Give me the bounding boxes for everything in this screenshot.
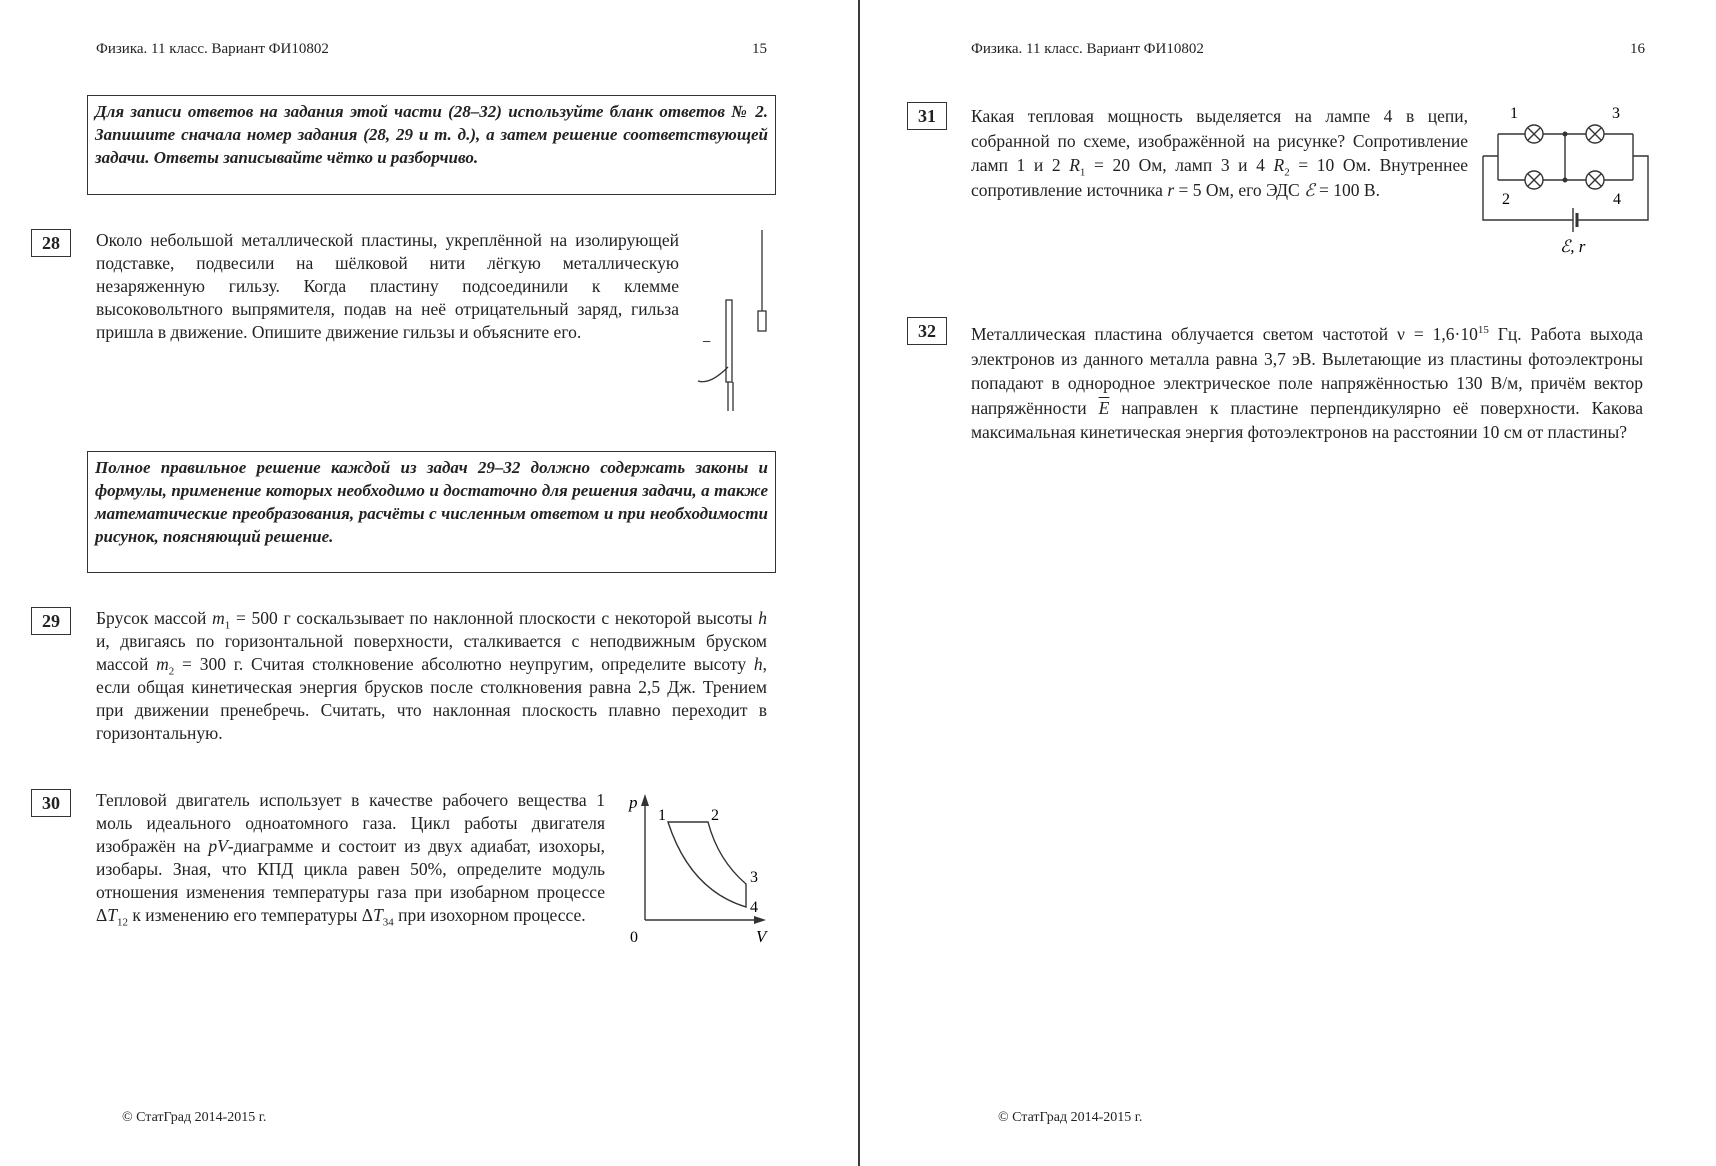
page-number: 16 bbox=[1630, 41, 1645, 57]
task-number-29: 29 bbox=[31, 607, 71, 635]
wire bbox=[698, 367, 728, 382]
instruction-box: Для записи ответов на задания этой части (28–32) используйте бланк ответов № 2. Запишите сначала номер задания (28, 29 и т. д.), а затем решение соответствующей задачи. Ответы записывайте чётко и разборчиво. bbox=[87, 95, 776, 195]
task-number-30: 30 bbox=[31, 789, 71, 817]
task-number-32: 32 bbox=[907, 317, 947, 345]
point-1-label: 1 bbox=[658, 807, 666, 824]
task-number-28: 28 bbox=[31, 229, 71, 257]
task-28-figure bbox=[690, 225, 775, 415]
origin-label: 0 bbox=[630, 929, 638, 946]
task-28-text: Около небольшой металлической пластины, укреплённой на изолирующей подставке, подвесили на шёлковой нити лёгкую металлическую незаряженную гильзу. Когда пластину подсоединили к клемме высоковольтного выпрямителя, подав на неё отрицательный заряд, гильза пришла в движение. Опишите движение гильзы и объясните его. bbox=[96, 230, 679, 342]
lamp-2-label: 2 bbox=[1502, 191, 1510, 208]
node-top bbox=[1563, 132, 1568, 137]
minus-sign: − bbox=[702, 334, 712, 351]
task-30-text: Тепловой двигатель использует в качестве рабочего вещества 1 моль идеального одноатомного газа. Цикл работы двигателя изображён на pV-диаграмме и состоит из двух адиабат, изохоры, изобары. Зная, что КПД цикла равен 50%, определите модуль отношения изменения температуры газа при изобарном процессе $\Delta T_{12}$ к изменению его температуры $\Delta T_{34}$ при изохорном процессе. bbox=[96, 790, 605, 929]
metal-plate bbox=[726, 300, 732, 382]
task-number-31: 31 bbox=[907, 102, 947, 130]
page-number: 15 bbox=[752, 41, 767, 57]
task-32-text: Металлическая пластина облучается светом частотой $\nu = 1,6\cdot 10^{15}$ Гц. Работа выхода электронов из данного металла равна 3,7 эВ. Вылетающие из пластины фотоэлектроны попадают в однородное электрическое поле напряжённостью 130 В/м, причём вектор напряжённости $\overline{E}$ направлен к пластине перпендикулярно её поверхности. Какова максимальная кинетическая энергия фотоэлектронов на расстоянии 10 см от пластины? bbox=[971, 324, 1644, 442]
insulating-stand bbox=[728, 382, 733, 411]
solution-requirements-box: Полное правильное решение каждой из задач 29–32 должно содержать законы и формулы, применение которых необходимо и достаточно для решения задачи, а также математические преобразования, расчёты с численным ответом и при необходимости рисунок, поясняющий решение. bbox=[87, 451, 776, 573]
source-label: ℰ, r bbox=[1560, 237, 1586, 256]
point-4-label: 4 bbox=[750, 899, 758, 916]
point-2-label: 2 bbox=[711, 807, 719, 824]
footer: © СтатГрад 2014-2015 г. bbox=[122, 1110, 267, 1125]
page-header: Физика. 11 класс. Вариант ФИ10802 bbox=[96, 41, 329, 57]
p-axis-arrow bbox=[641, 794, 649, 806]
footer: © СтатГрад 2014-2015 г. bbox=[998, 1110, 1143, 1125]
pv-diagram bbox=[620, 790, 770, 950]
node-bottom bbox=[1563, 178, 1568, 183]
task-29-text: Брусок массой $m_1 = 500$ г соскальзывает по наклонной плоскости с некоторой высоты h и, двигаясь по горизонтальной поверхности, сталкивается с неподвижным бруском массой $m_2 = 300$ г. Считая столкновение абсолютно неупругим, определите высоту h, если общая кинетическая энергия брусков после столкновения равна 2,5 Дж. Трением при движении пренебречь. Считать, что наклонная плоскость плавно переходит в горизонтальную. bbox=[96, 608, 767, 743]
task-31-text: Какая тепловая мощность выделяется на лампе 4 в цепи, собранной по схеме, изображённой на рисунке? Сопротивление ламп 1 и 2 $R_1 = 20$ Ом, ламп 3 и 4 $R_2 = 10$ Ом. Внутреннее сопротивление источника r = 5 Ом, его ЭДС ℰ = 100 В. bbox=[971, 106, 1468, 200]
lamp-1-label: 1 bbox=[1510, 105, 1518, 122]
v-label: V bbox=[756, 927, 767, 946]
p-label: p bbox=[629, 793, 638, 812]
lamp-4-label: 4 bbox=[1613, 191, 1621, 208]
sleeve bbox=[758, 311, 766, 331]
circuit-diagram bbox=[1480, 100, 1650, 260]
cycle-path bbox=[668, 822, 746, 907]
page-header: Физика. 11 класс. Вариант ФИ10802 bbox=[971, 41, 1204, 57]
point-3-label: 3 bbox=[750, 869, 758, 886]
v-axis-arrow bbox=[754, 916, 766, 924]
right-page bbox=[860, 0, 1716, 1166]
lamp-3-label: 3 bbox=[1612, 105, 1620, 122]
